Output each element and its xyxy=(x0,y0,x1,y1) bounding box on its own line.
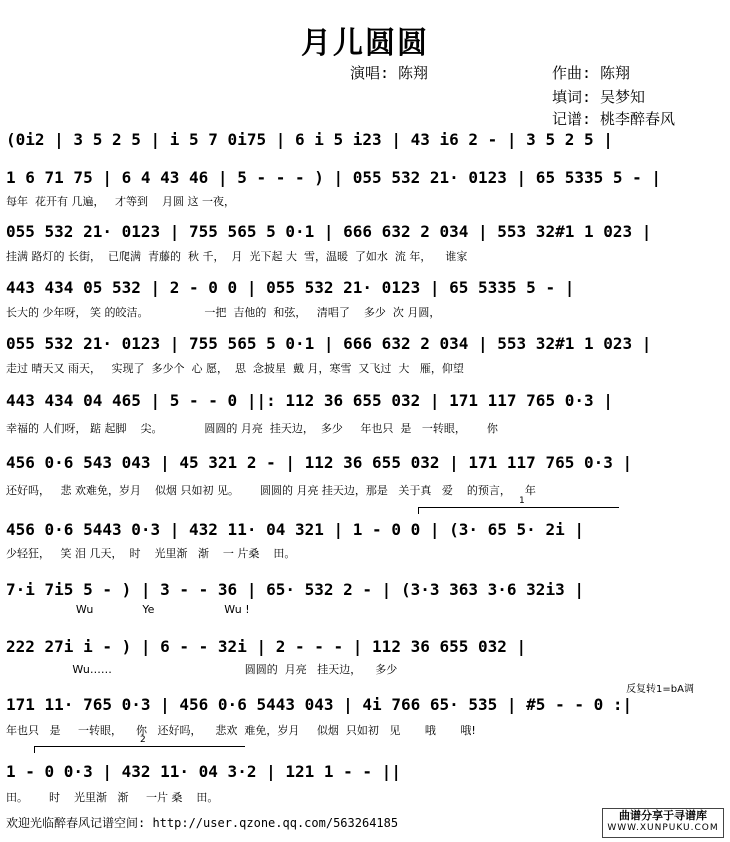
lyric-line-11: 年也只 是 一转眼， 你 还好吗， 悲欢 难免，岁月 似烟 只如初 见 哦 哦! xyxy=(6,724,476,737)
volta-1-label: 1 xyxy=(519,496,525,506)
lyric-line-4: 长大的 少年呀， 笑 的皎洁。 一把 吉他的 和弦， 清唱了 多少 次 月圆， xyxy=(6,306,441,319)
lyric-line-3: 挂满 路灯的 长街， 已爬满 青藤的 秋 千， 月 光下起 大 雪，温暖 了如水 流 年， 谁家 xyxy=(6,250,468,263)
lyric-line-8: 少轻狂， 笑 泪 几天， 时 光里渐 渐 一 片桑 田。 xyxy=(6,547,296,560)
notes-line-5: 055 532 21· 0123 | 755 565 5 0·1 | 666 632 2 034 | 553 32#1 1 023 | xyxy=(6,334,652,353)
notes-line-9: 7·i 7i5 5 - ) | 3 - - 36 | 65· 532 2 - | (3·3 363 3·6 32i3 | xyxy=(6,580,584,599)
notes-line-6: 443 434 04 465 | 5 - - 0 ||: 112 36 655 032 | 171 117 765 0·3 | xyxy=(6,391,613,410)
volta-2-label: 2 xyxy=(140,735,146,745)
brand-line-1: 曲谱分享于寻谱库 xyxy=(619,809,707,822)
lyric-line-5: 走过 晴天又 雨天， 实现了 多少个 心 愿， 思 念披星 戴 月，寒雪 又飞过 大 雁，仰望 xyxy=(6,362,464,375)
singer-credit: 演唱: 陈翔 xyxy=(350,64,429,82)
notes-line-1: (0i2 | 3 5 2 5 | i 5 7 0i75 | 6 i 5 i23 | 43 i6 2 - | 3 5 2 5 | xyxy=(6,130,613,149)
lyricist-credit: 填词: 吴梦知 xyxy=(552,88,646,106)
lyric-line-10: Wu…… 圆圆的 月亮 挂天边， 多少 xyxy=(6,663,398,676)
volta-bracket-1 xyxy=(418,496,619,514)
brand-line-2: WWW.XUNPUKU.COM xyxy=(607,823,719,833)
footer-text: 欢迎光临醉春风记谱空间: http://user.qzone.qq.com/563264185 xyxy=(6,816,399,830)
notes-line-7: 456 0·6 543 043 | 45 321 2 - | 112 36 655 032 | 171 117 765 0·3 | xyxy=(6,453,633,472)
notes-line-4: 443 434 05 532 | 2 - 0 0 | 055 532 21· 0123 | 65 5335 5 - | xyxy=(6,278,575,297)
notes-line-10: 222 27i i - ) | 6 - - 32i | 2 - - - | 112 36 655 032 | xyxy=(6,637,527,656)
notes-line-3: 055 532 21· 0123 | 755 565 5 0·1 | 666 632 2 034 | 553 32#1 1 023 | xyxy=(6,222,652,241)
song-title: 月儿圆圆 xyxy=(301,26,429,61)
notes-line-8: 456 0·6 5443 0·3 | 432 11· 04 321 | 1 - 0 0 | (3· 65 5· 2i | xyxy=(6,520,584,539)
notes-line-12: 1 - 0 0·3 | 432 11· 04 3·2 | 121 1 - - || xyxy=(6,762,401,781)
composer-credit: 作曲: 陈翔 xyxy=(552,64,631,82)
lyric-line-7: 还好吗， 悲 欢难免，岁月 似烟 只如初 见。 圆圆的 月亮 挂天边，那是 关于真 爱 的预言， 年 xyxy=(6,484,536,497)
transcriber-credit: 记谱: 桃李醉春风 xyxy=(552,110,676,128)
notes-line-11: 171 11· 765 0·3 | 456 0·6 5443 043 | 4i 766 65· 535 | #5 - - 0 :| xyxy=(6,695,633,714)
lyric-line-6: 幸福的 人们呀， 踮 起脚 尖。 圆圆的 月亮 挂天边， 多少 年也只 是 一转眼， 你 xyxy=(6,422,498,435)
modulation-marker: 反复转1=bA调 xyxy=(626,684,694,695)
lyric-line-2: 每年 花开有 几遍， 才等到 月圆 这 一夜， xyxy=(6,195,235,208)
volta-bracket-2 xyxy=(34,735,245,753)
brand-badge xyxy=(602,808,724,838)
notes-line-2: 1 6 71 75 | 6 4 43 46 | 5 - - - ) | 055 532 21· 0123 | 65 5335 5 - | xyxy=(6,168,662,187)
lyric-line-9: Wu Ye Wu ! xyxy=(6,603,250,616)
lyric-line-12: 田。 时 光里渐 渐 一片 桑 田。 xyxy=(6,791,219,804)
